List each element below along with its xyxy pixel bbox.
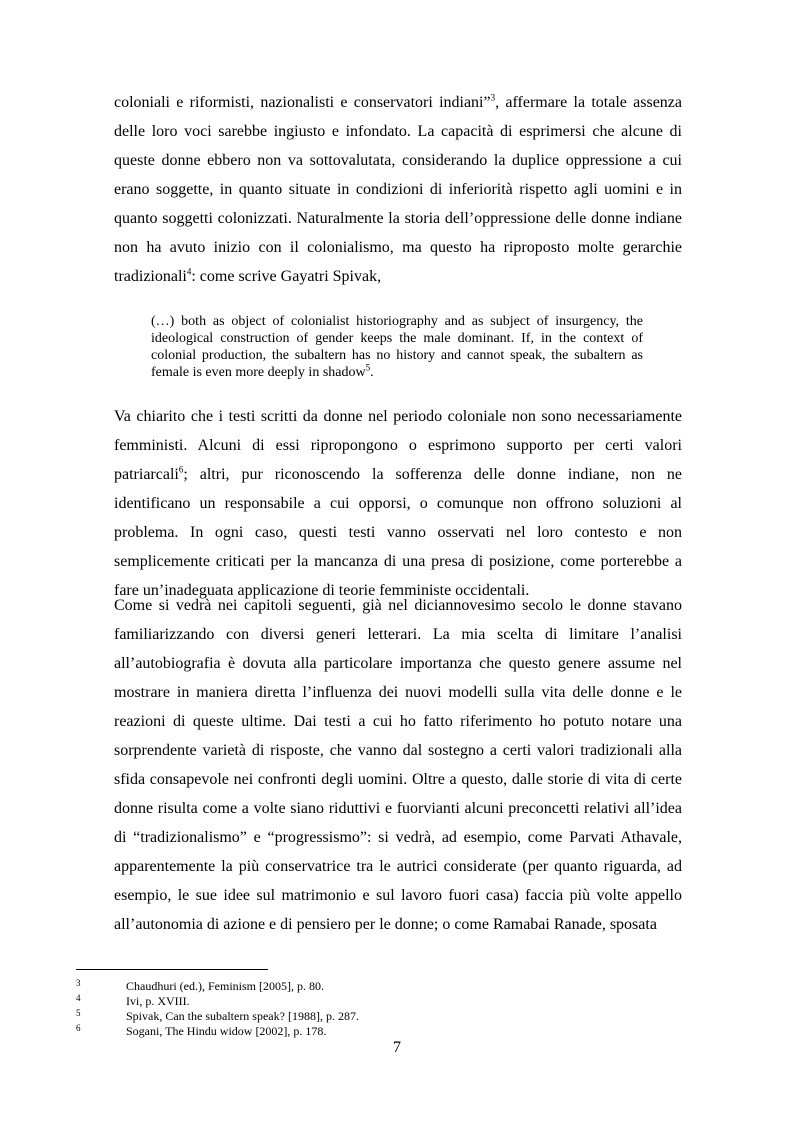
paragraph-text: Va chiarito che i testi scritti da donne nel periodo coloniale non sono necessariamente femministi. Alcuni di essi ripropongono o esprimono supporto per certi valori patriarcali xyxy=(114,408,682,483)
quote-text: . xyxy=(370,365,374,380)
paragraph-text: ; altri, pur riconoscendo la sofferenza delle donne indiane, non ne identificano un responsabile a cui opporsi, o comunque non offrono soluzioni al problema. In ogni caso, questi testi vanno osservati nel loro contesto e non semplicemente criticati per la mancanza di una presa di posizione, come porterebbe a fare un’inadeguata applicazione di teorie femministe occidentali. xyxy=(114,466,682,599)
paragraph-text: , affermare la totale assenza delle loro voci sarebbe ingiusto e infondato. La capacità di esprimersi che alcune di queste donne ebbero non va sottovalutata, considerando la duplice oppressione a cui erano soggette, in quanto situate in condizioni di inferiorità rispetto agli uomini e in quanto soggetti colonizzati. Naturalmente la storia dell’oppressione delle donne indiane non ha avuto inizio con il colonialismo, ma questo ha riproposto molte gerarchie tradizionali xyxy=(114,94,682,285)
footnote-text: Sogani, The Hindu widow [2002], p. 178. xyxy=(126,1024,327,1038)
body-paragraph-2 xyxy=(114,402,682,605)
block-quote xyxy=(151,313,643,381)
footnote-number: 3 xyxy=(76,978,81,988)
footnote-ref-5[interactable]: 5 xyxy=(365,362,371,373)
footnote-divider xyxy=(76,969,268,970)
body-paragraph-3: Come si vedrà nei capitoli seguenti, già nel diciannovesimo secolo le donne stavano familiarizzando con diversi generi letterari. La mia scelta di limitare l’analisi all’autobiografia è dovuta alla particolare importanza che questo genere assume nel mostrare in maniera diretta l’influenza dei nuovi modelli sulla vita delle donne e le reazioni di queste ultime. Dai testi a cui ho fatto riferimento ho potuto notare una sorprendente varietà di risposte, che vanno dal sostegno a certi valori tradizionali alla sfida consapevole nei confronti degli uomini. Oltre a questo, dalle storie di vita di certe donne risulta come a volte siano riduttivi e fuorvianti alcuni preconcetti relativi all’idea di “tradizionalismo” e “progressismo”: si vedrà, ad esempio, come Parvati Athavale, apparentemente la più conservatrice tra le autrici considerate (per quanto riguarda, ad esempio, le sue idee sul matrimonio e sul lavoro fuori casa) faccia più volte appello all’autonomia di azione e di pensiero per le donne; o come Ramabai Ranade, sposata xyxy=(114,597,682,933)
footnote-ref-6[interactable]: 6 xyxy=(178,464,184,475)
paragraph-text: : come scrive Gayatri Spivak, xyxy=(191,268,382,285)
footnote-ref-3[interactable]: 3 xyxy=(490,92,496,103)
footnote-number: 4 xyxy=(76,993,81,1003)
body-paragraph-1 xyxy=(114,88,682,291)
footnote-number: 6 xyxy=(76,1023,81,1033)
footnote-ref-4[interactable]: 4 xyxy=(186,266,192,277)
footnote-text: Ivi, p. XVIII. xyxy=(126,994,190,1008)
page-number: 7 xyxy=(393,1039,401,1056)
footnote-text: Chaudhuri (ed.), Feminism [2005], p. 80. xyxy=(126,979,324,993)
quote-text: (…) both as object of colonialist historiography and as subject of insurgency, the ideological construction of gender keeps the male dominant. If, in the context of colonial production, the subaltern has no history and cannot speak, the subaltern as female is even more deeply in shadow xyxy=(151,314,643,380)
footnote-number: 5 xyxy=(76,1008,81,1018)
paragraph-text: coloniali e riformisti, nazionalisti e conservatori indiani” xyxy=(114,94,491,111)
footnote-text: Spivak, Can the subaltern speak? [1988], p. 287. xyxy=(126,1009,359,1023)
